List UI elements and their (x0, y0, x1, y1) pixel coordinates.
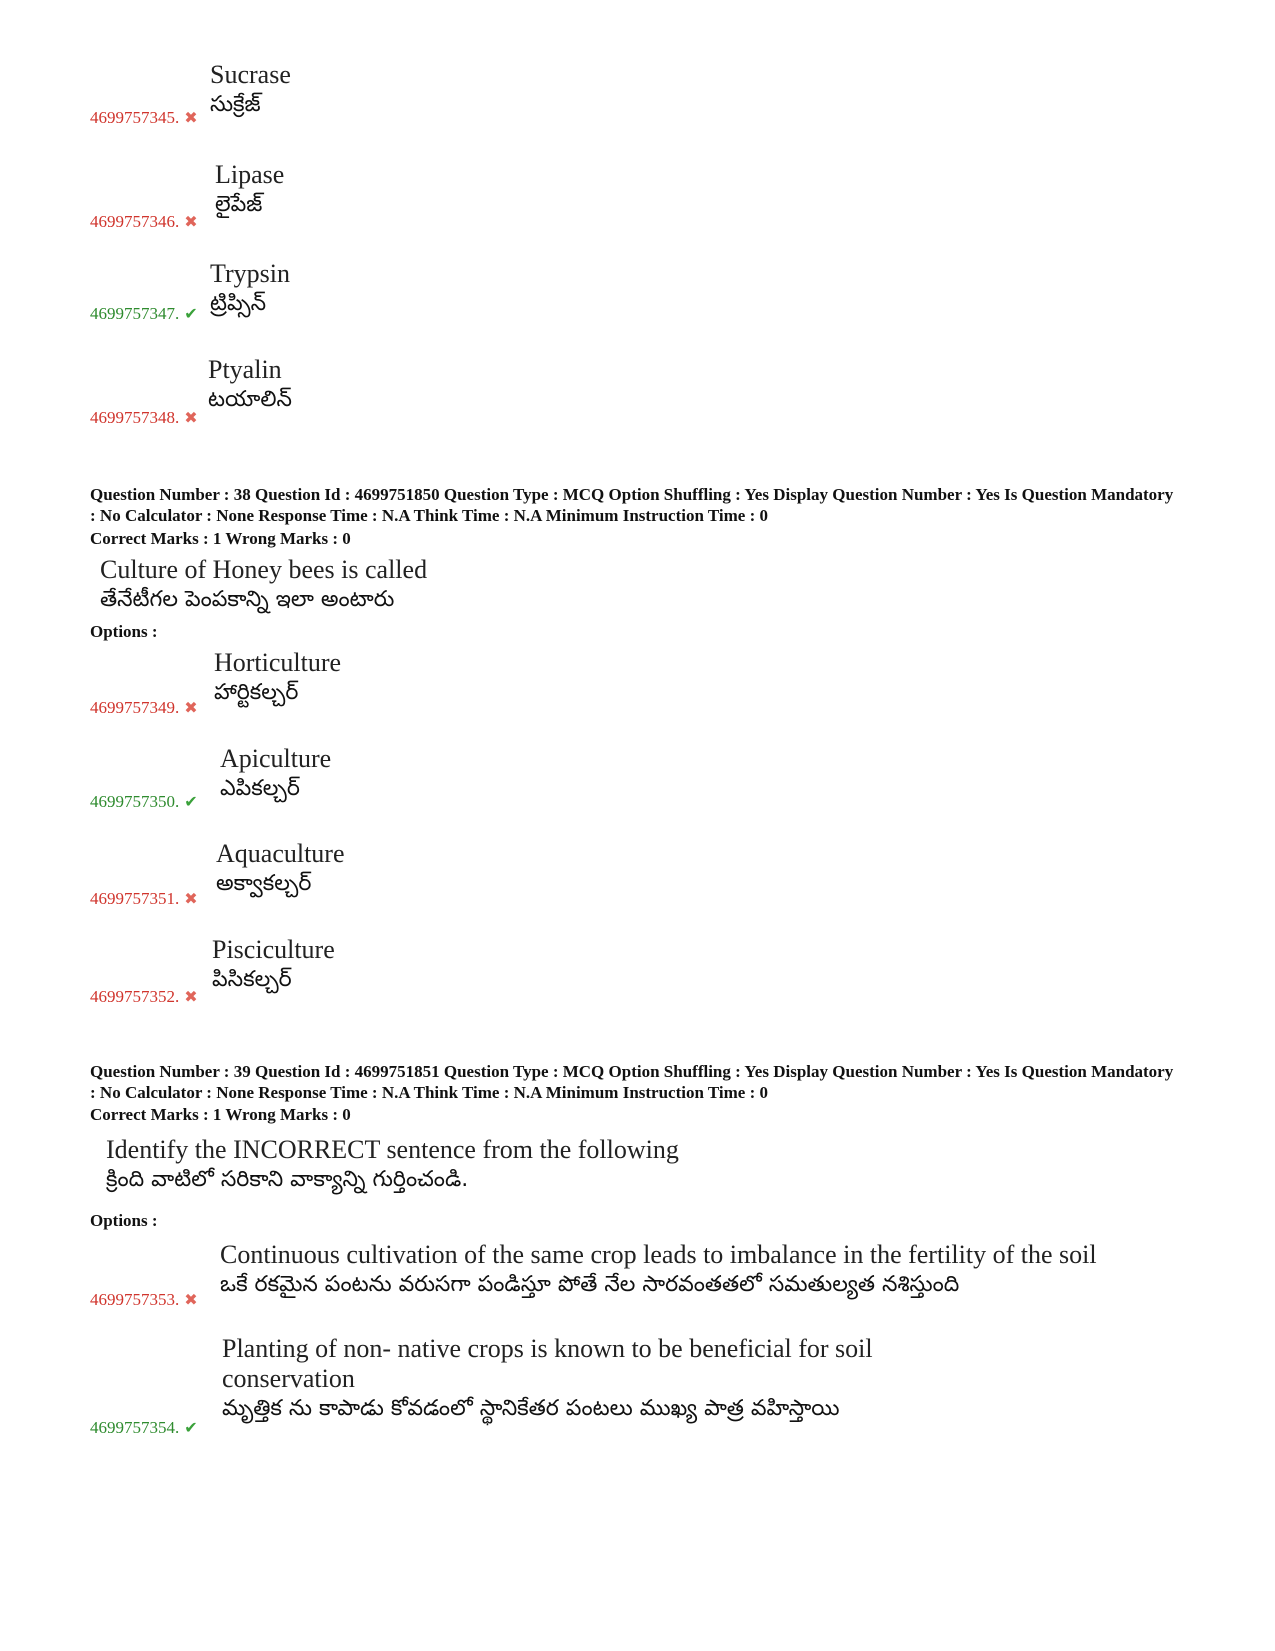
wrong-mark-icon: ✖ (184, 698, 198, 717)
option-text-en: Pisciculture (212, 935, 335, 964)
question-meta: Question Number : 39 Question Id : 4699751851 Question Type : MCQ Option Shuffling : Yes Display Question Number : Yes Is Question Mandatory : No Calculator : None Response Time : N.A Think Time : N.A Minimum Instruction Time : 0 (90, 1062, 1174, 1102)
option-id (90, 698, 198, 718)
option-text-en: Aquaculture (216, 839, 345, 868)
option-id (90, 212, 198, 232)
option-id-text: 4699757352. (90, 987, 180, 1006)
option-text-te: హార్టికల్చర్ (214, 680, 299, 705)
option-text (210, 259, 290, 319)
option-id (90, 987, 198, 1007)
wrong-mark-icon: ✖ (184, 987, 198, 1006)
option-id-text: 4699757349. (90, 698, 180, 717)
option-text-te: లైపేజ్ (215, 192, 263, 217)
option-id-text: 4699757346. (90, 212, 180, 231)
check-mark-icon: ✔ (184, 1418, 198, 1437)
wrong-mark-icon: ✖ (184, 1290, 198, 1309)
option-text-en: Trypsin (210, 259, 290, 288)
option-id-text: 4699757348. (90, 408, 180, 427)
option-text-te: అక్వాకల్చర్ (216, 871, 312, 896)
wrong-mark-icon: ✖ (184, 889, 198, 908)
options-label: Options : (90, 622, 158, 641)
question-marks: Correct Marks : 1 Wrong Marks : 0 (90, 1105, 351, 1124)
option-id-text: 4699757353. (90, 1290, 180, 1309)
option-text (220, 1240, 1097, 1300)
option-text (215, 160, 284, 220)
option-id (90, 1418, 198, 1438)
option-text-te: ఎపికల్చర్ (220, 776, 300, 801)
option-text-te: మృత్తిక ను కాపాడు కోవడంలో స్థానికేతర పంటలు ముఖ్య పాత్ర వహిస్తాయి (222, 1396, 840, 1421)
wrong-mark-icon: ✖ (184, 212, 198, 231)
option-text (216, 839, 345, 899)
option-text (210, 60, 291, 120)
question-marks: Correct Marks : 1 Wrong Marks : 0 (90, 529, 351, 548)
option-id (90, 304, 198, 324)
option-text (214, 648, 341, 708)
options-label: Options : (90, 1211, 158, 1230)
option-id-text: 4699757351. (90, 889, 180, 908)
option-text-en: Apiculture (220, 744, 332, 773)
option-id-text: 4699757350. (90, 792, 180, 811)
question-text-te: క్రింది వాటిలో సరికాని వాక్యాన్ని గుర్తించండి. (106, 1167, 469, 1192)
question-text-en: Culture of Honey bees is called (100, 555, 428, 584)
wrong-mark-icon: ✖ (184, 108, 198, 127)
option-text-te: టయాలిన్ (208, 387, 292, 412)
option-id (90, 792, 198, 812)
question-text (106, 1135, 679, 1195)
option-text-en: Lipase (215, 160, 285, 189)
option-text-te: ట్రిప్సిన్ (210, 291, 267, 316)
option-text-en: Horticulture (214, 648, 342, 677)
option-id (90, 408, 198, 428)
option-text-en: Planting of non- native crops is known to be beneficial for soil conservation (222, 1334, 873, 1393)
question-meta: Question Number : 38 Question Id : 4699751850 Question Type : MCQ Option Shuffling : Yes Display Question Number : Yes Is Question Mandatory : No Calculator : None Response Time : N.A Think Time : N.A Minimum Instruction Time : 0 (90, 485, 1174, 525)
option-text-en: Sucrase (210, 60, 291, 89)
wrong-mark-icon: ✖ (184, 408, 198, 427)
option-id (90, 1290, 198, 1310)
option-id-text: 4699757354. (90, 1418, 180, 1437)
option-id (90, 108, 198, 128)
check-mark-icon: ✔ (184, 304, 198, 323)
option-text-en: Continuous cultivation of the same crop leads to imbalance in the fertility of the soil (220, 1240, 1097, 1269)
option-text (212, 935, 335, 995)
check-mark-icon: ✔ (184, 792, 198, 811)
option-text-te: ఒకే రకమైన పంటను వరుసగా పండిస్తూ పోతే నేల సారవంతతలో సమతుల్యత నశిస్తుంది (220, 1272, 960, 1297)
question-text-te: తేనేటీగల పెంపకాన్ని ఇలా అంటారు (100, 587, 395, 612)
option-text-te: సుక్రేజ్ (210, 92, 261, 117)
question-text (100, 555, 427, 615)
option-text (220, 744, 331, 804)
option-text (208, 355, 292, 415)
option-text-te: పిసికల్చర్ (212, 967, 292, 992)
option-id (90, 889, 198, 909)
question-text-en: Identify the INCORRECT sentence from the following (106, 1135, 679, 1164)
option-id-text: 4699757347. (90, 304, 180, 323)
option-id-text: 4699757345. (90, 108, 180, 127)
option-text-en: Ptyalin (208, 355, 282, 384)
option-text (222, 1334, 902, 1424)
